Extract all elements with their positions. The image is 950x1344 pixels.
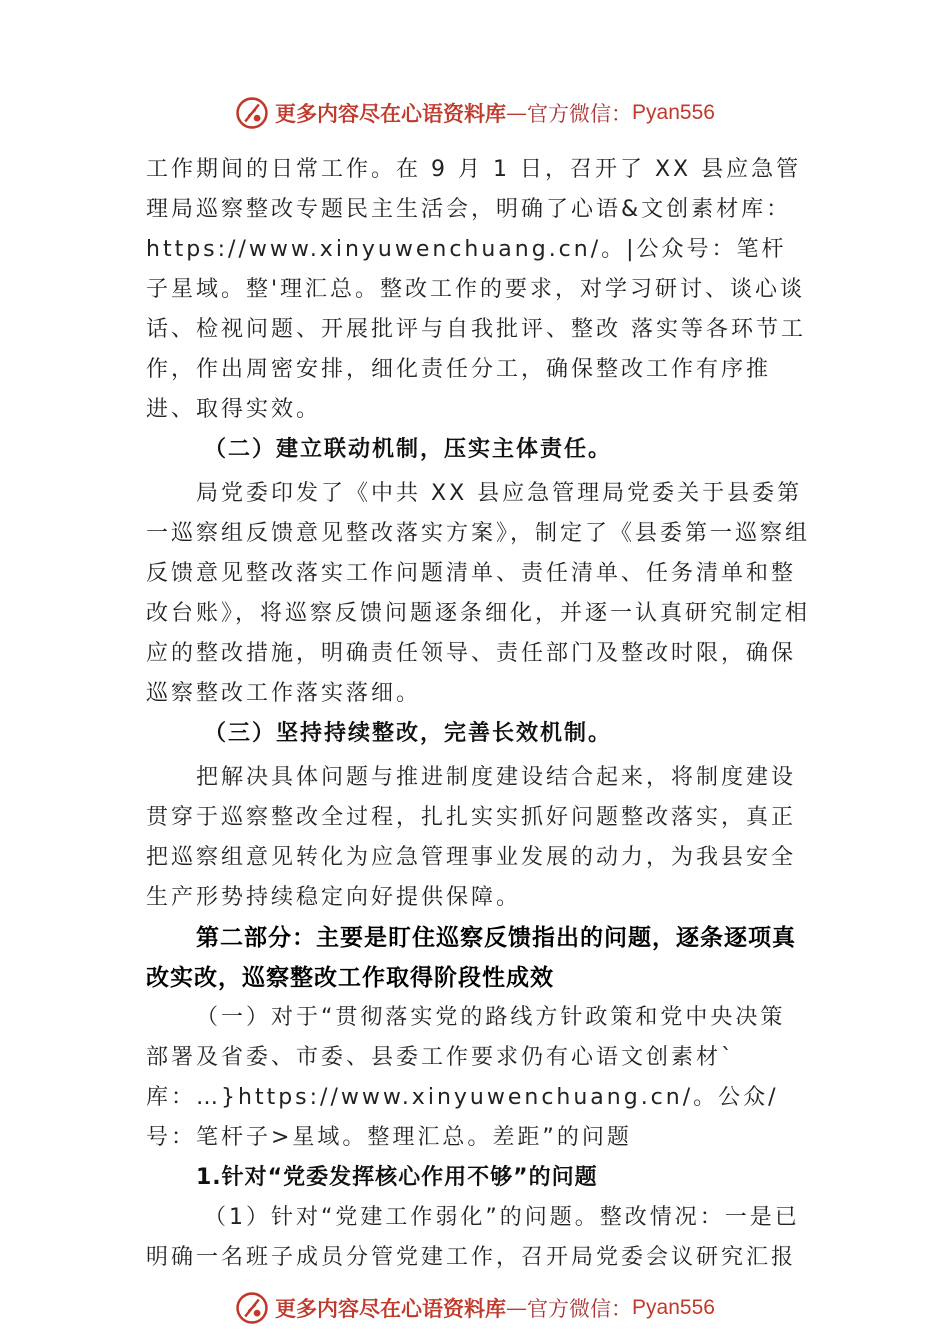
header-brand: 更多内容尽在心语资料库	[275, 101, 507, 126]
paragraph-2: 局党委印发了《中共 XX 县应急管理局党委关于县委第一巡察组反馈意见整改落实方案》，制定了《县委第一巡察组反馈意见整改落实工作问题清单、责任清单、任务清单和整改台账》，将巡察反馈问题逐条细化，并逐一认真研究制定相应的整改措施，明确责任领导、责任部门及整改时限，确保巡察整改工作落实落细。	[146, 481, 811, 706]
paragraph-5: （1）针对“党建工作弱化”的问题。整改情况：一是已明确一名班子成员分管党建工作，召开局党委会议研究汇报	[146, 1205, 800, 1270]
section-heading-3: （三）坚持持续整改，完善长效机制。	[204, 721, 613, 746]
document-body	[146, 150, 810, 1278]
feather-seal-icon	[235, 1291, 269, 1325]
header-banner	[0, 93, 950, 133]
footer-separator: —	[506, 1296, 528, 1320]
section-heading-2: （二）建立联动机制，压实主体责任。	[204, 437, 613, 462]
item-1-heading: 1.针对“党委发挥核心作用不够”的问题	[196, 1165, 598, 1190]
footer-wechat-id: Pyan556	[632, 1296, 715, 1319]
header-separator: —	[506, 101, 528, 125]
feather-seal-icon	[235, 96, 269, 130]
header-wechat-label: 官方微信：	[527, 102, 633, 126]
paragraph-1: 工作期间的日常工作。在 9 月 1 日，召开了 XX 县应急管理局巡察整改专题民主生活会，明确了心语&文创素材库：https://www.xinyuwenchuang.cn/。|公众号：笔杆子星域。整'理汇总。整改工作的要求，对学习研讨、谈心谈话、检视问题、开展批评与自我批评、整改 落实等各环节工作，作出周密安排，细化责任分工，确保整改工作有序推进、取得实效。	[146, 157, 806, 422]
footer-banner	[0, 1288, 950, 1328]
paragraph-3: 把解决具体问题与推进制度建设结合起来，将制度建设贯穿于巡察整改全过程，扎扎实实抓好问题整改落实，真正把巡察组意见转化为应急管理事业发展的动力，为我县安全生产形势持续稳定向好提供保障。	[146, 765, 797, 910]
header-wechat-id: Pyan556	[632, 101, 715, 124]
footer-brand: 更多内容尽在心语资料库	[275, 1296, 507, 1321]
footer-wechat-label: 官方微信：	[527, 1297, 633, 1321]
part-two-title: 第二部分：主要是盯住巡察反馈指出的问题，逐条逐项真改实改，巡察整改工作取得阶段性成效	[146, 925, 796, 991]
paragraph-4: （一）对于“贯彻落实党的路线方针政策和党中央决策部署及省委、市委、县委工作要求仍有心语文创素材`库：…}https://www.xinyuwenchuang.cn/。公众/号：笔杆子>星域。整理汇总。差距”的问题	[146, 1005, 786, 1150]
